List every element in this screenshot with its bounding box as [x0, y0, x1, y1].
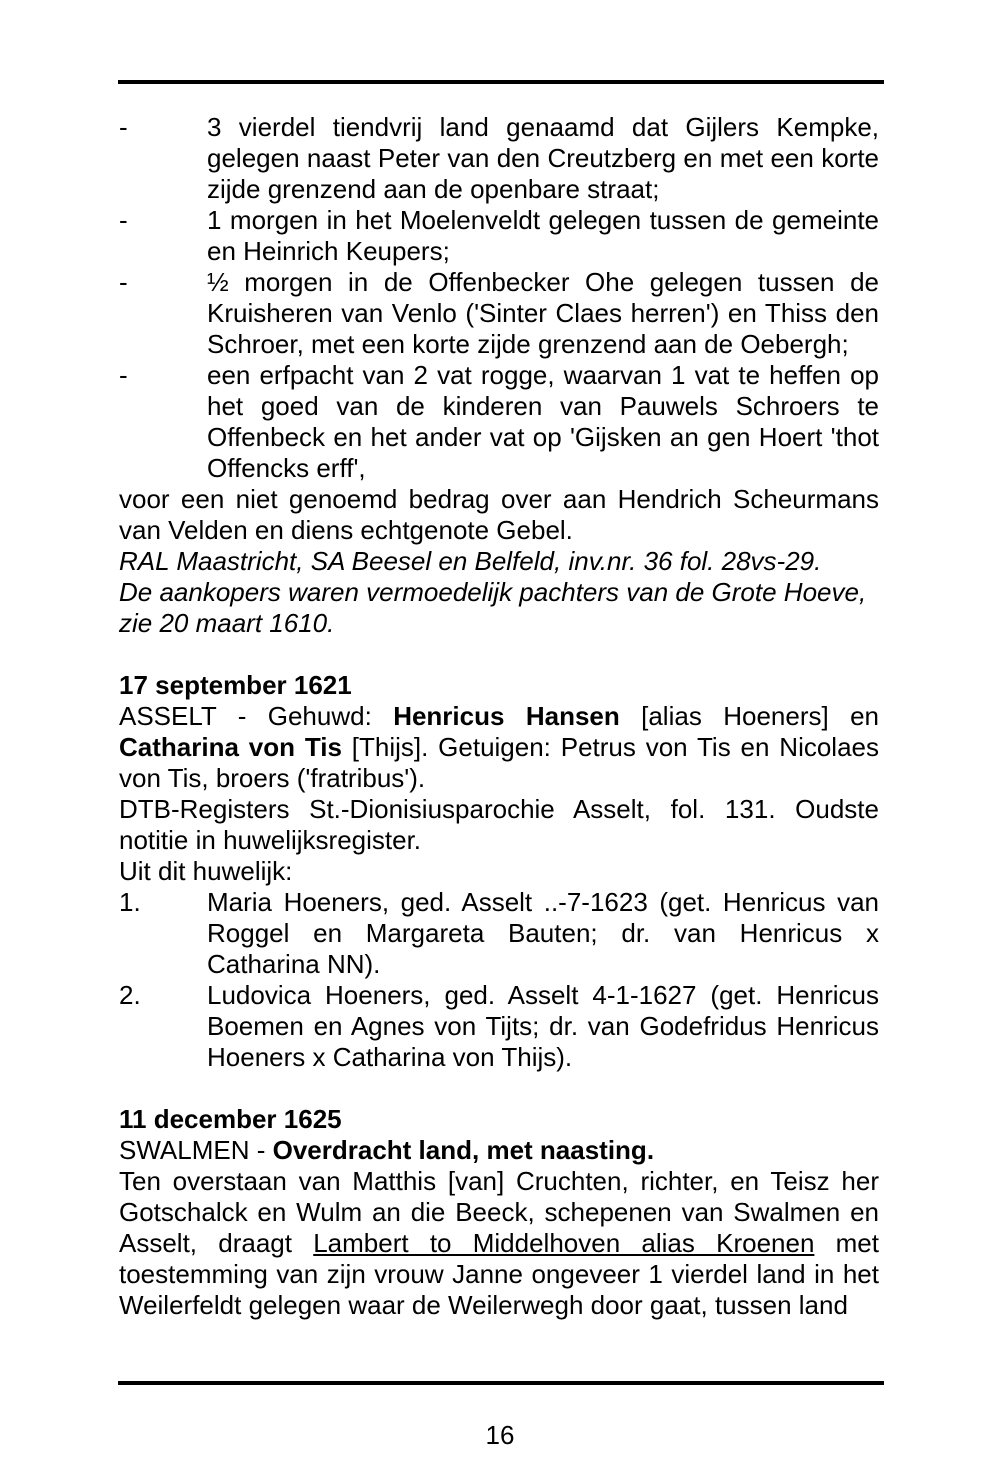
- groom-alias: [alias Hoeners] en: [619, 701, 879, 731]
- list-marker: -: [119, 205, 128, 235]
- list-marker: -: [119, 112, 128, 142]
- list-marker: -: [119, 360, 128, 390]
- place-name: ASSELT: [119, 701, 217, 731]
- list-item: [119, 112, 879, 205]
- section-gap: [119, 1073, 879, 1104]
- entry-paragraph: [119, 1166, 879, 1321]
- list-item-text: een erfpacht van 2 vat rogge, waarvan 1 vat te heffen op het goed van de kinderen van Pauwels Schroers te Offenbeck en het ander vat op 'Gijsken an gen Hoert 'thot Offencks erff',: [207, 360, 879, 483]
- underlined-name: Lambert to Middelhoven alias Kroenen: [313, 1228, 815, 1258]
- entry-paragraph: [119, 701, 879, 794]
- entry-heading: [119, 1135, 879, 1166]
- list-item-text: 1 morgen in het Moelenveldt gelegen tussen de gemeinte en Heinrich Keupers;: [207, 205, 879, 266]
- list-item: [119, 887, 879, 980]
- list-item-text: Maria Hoeners, ged. Asselt ..-7-1623 (get. Henricus van Roggel en Margareta Bauten; dr. van Henricus x Catharina NN).: [207, 887, 879, 979]
- list-number: 1.: [119, 887, 141, 917]
- editor-note: De aankopers waren vermoedelijk pachters van de Grote Hoeve, zie 20 maart 1610.: [119, 577, 867, 638]
- entry-text: met toestemming van zijn vrouw Janne ongeveer 1 vierdel land in het Weilerfeldt gelegen waar de Weilerwegh door gaat, tussen land: [119, 1228, 879, 1320]
- source-citation: DTB-Registers St.-Dionisiusparochie Asselt, fol. 131. Oudste notitie in huwelijksregister.: [119, 794, 879, 855]
- children-intro: Uit dit huwelijk:: [119, 856, 293, 886]
- separator: -: [249, 1135, 273, 1165]
- entry-title: Overdracht land, met naasting.: [272, 1135, 655, 1165]
- entry-text: Ten overstaan van Matthis [van] Cruchten, richter, en Teisz her Gotschalck en Wulm an die Beeck, schepenen van Swalmen en Asselt, draagt: [119, 1166, 879, 1258]
- list-item-text: ½ morgen in de Offenbecker Ohe gelegen tussen de Kruisheren van Venlo ('Sinter Claes herren') en Thiss den Schroer, met een korte zijde grenzend aan de Oebergh;: [207, 267, 879, 359]
- entry-date: 11 december 1625: [119, 1104, 342, 1134]
- list-item-text: Ludovica Hoeners, ged. Asselt 4-1-1627 (get. Henricus Boemen en Agnes von Tijts; dr. van Godefridus Henricus Hoeners x Catharina von Thijs).: [207, 980, 879, 1072]
- conclusion-paragraph: voor een niet genoemd bedrag over aan Hendrich Scheurmans van Velden en diens echtgenote Gebel.: [119, 484, 879, 545]
- list-item-text: 3 vierdel tiendvrij land genaamd dat Gijlers Kempke, gelegen naast Peter van den Creutzberg en met een korte zijde grenzend aan de openbare straat;: [207, 112, 879, 204]
- list-item: [119, 360, 879, 484]
- entry-date: 17 september 1621: [119, 670, 352, 700]
- separator: -: [216, 701, 268, 731]
- place-name: SWALMEN: [119, 1135, 250, 1165]
- page-body: [119, 112, 879, 1321]
- groom-name: Henricus Hansen: [393, 701, 620, 731]
- entry-type: Gehuwd:: [267, 701, 394, 731]
- bride-name: Catharina von Tis: [119, 732, 342, 762]
- entry-text: [Thijs]. Getuigen: Petrus von Tis en Nicolaes von Tis, broers ('fratribus').: [119, 732, 880, 793]
- page-number: 16: [485, 1420, 515, 1450]
- list-marker: -: [119, 267, 128, 297]
- section-gap: [119, 639, 879, 670]
- list-item: [119, 267, 879, 360]
- source-citation: RAL Maastricht, SA Beesel en Belfeld, inv.nr. 36 fol. 28vs-29.: [119, 546, 822, 576]
- list-item: [119, 205, 879, 267]
- bottom-rule: [118, 1381, 884, 1385]
- list-item: [119, 980, 879, 1073]
- top-rule: [118, 80, 884, 84]
- list-number: 2.: [119, 980, 141, 1010]
